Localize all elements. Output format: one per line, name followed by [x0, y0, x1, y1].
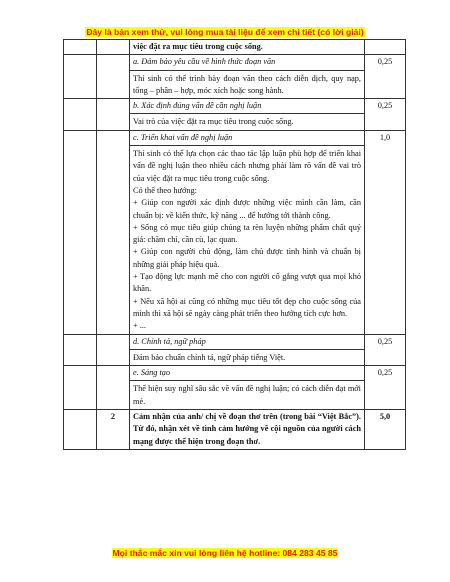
criterion-title: d. Chính tả, ngữ pháp	[130, 336, 364, 350]
criterion-text: + Tạo động lực mạnh mẽ cho con người cố gắng vượt qua mọi khó khăn.	[133, 272, 361, 294]
criterion-text: Đảm bảo chuẩn chính tả, ngữ pháp tiếng Việt.	[133, 352, 286, 362]
criterion-title: b. Xác định đúng vấn đề cần nghị luận	[130, 100, 364, 114]
criterion-text: Thể hiện suy nghĩ sâu sắc về vấn đề nghị luận; có cách diễn đạt mới mẻ.	[133, 384, 361, 406]
preview-notice: Đây là bản xem thử, vui lòng mua tài liệu để xem chi tiết (có lời giải)	[86, 27, 364, 37]
criterion-text: Thí sinh có thể trình bày đoạn văn theo cách diễn dịch, quy nạp, tổng – phân – hợp, móc xích hoặc song hành.	[133, 73, 361, 95]
score-cell: 0,25	[365, 334, 406, 366]
criterion-title: e. Sáng tạo	[130, 367, 364, 381]
hotline-notice: Mọi thắc mắc xin vui lòng liên hệ hotline: 084 283 45 85	[112, 548, 338, 558]
score-cell: 0,25	[365, 366, 406, 410]
criterion-text: + Sống có mục tiêu giúp chúng ta rèn luyện những phẩm chất quý giá: chăm chỉ, cần cù, lạc quan.	[133, 222, 361, 245]
criterion-d	[130, 334, 365, 366]
table-row	[64, 366, 406, 410]
criterion-text: + Nếu xã hội ai cũng có những mục tiêu tốt đẹp cho cuộc sống của mình thì xã hội sẽ ngày càng phát triển theo hướng tích cực hơn.	[133, 296, 361, 318]
criterion-e	[130, 366, 365, 410]
criterion-title: c. Triển khai vấn đề nghị luận	[130, 132, 364, 146]
criterion-text: Có thể theo hướng:	[133, 185, 197, 195]
criterion-text: Vai trò của việc đặt ra mục tiêu trong cuộc sống.	[133, 117, 294, 127]
score-cell: 0,25	[365, 99, 406, 131]
table-row	[64, 99, 406, 131]
table-row	[64, 55, 406, 99]
intro-line: việc đặt ra mục tiêu trong cuộc sống.	[130, 40, 365, 55]
table-row	[64, 334, 406, 366]
criterion-b	[130, 99, 365, 131]
criterion-title: a. Đảm bảo yêu cầu về hình thức đoạn văn	[130, 56, 364, 70]
question-score: 5,0	[365, 410, 406, 450]
question-text: Cảm nhận của anh/ chị về đoạn thơ trên (trong bài “Việt Bắc”). Từ đó, nhận xét về tình cảm hướng về cội nguồn của người cách mạng được thể hiện trong đoạn thơ.	[130, 410, 365, 450]
score-cell: 1,0	[365, 130, 406, 334]
criterion-text: + ...	[133, 321, 146, 331]
scoring-table	[63, 39, 406, 450]
score-cell: 0,25	[365, 55, 406, 99]
criterion-text: + Giúp con người chủ động, làm chủ được tình hình và chuẩn bị những giải pháp hiệu quả.	[133, 247, 361, 269]
question-number: 2	[97, 410, 130, 450]
criterion-text: + Giúp con người xác định được những việc mình cần làm, cần chuẩn bị: về kiến thức, kỹ năng ... để hướng tới thành công.	[133, 198, 361, 220]
criterion-a	[130, 55, 365, 99]
criterion-text: Thí sinh có thể lựa chọn các thao tác lập luận phù hợp để triển khai vấn đề nghị luận theo nhiều cách nhưng phải làm rõ vấn đề vai trò của việc đặt ra mục tiêu trong cuộc sống.	[133, 149, 361, 183]
table-row	[64, 410, 406, 450]
table-row	[64, 130, 406, 334]
criterion-c	[130, 130, 365, 334]
table-row	[64, 40, 406, 55]
